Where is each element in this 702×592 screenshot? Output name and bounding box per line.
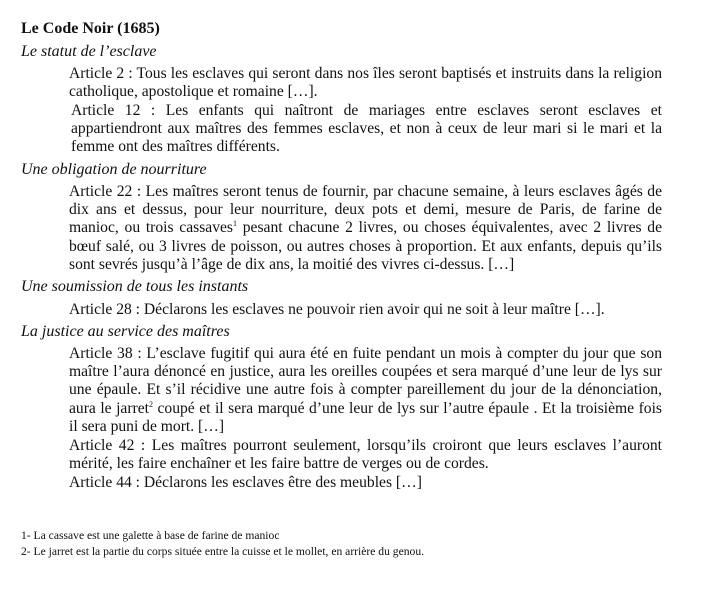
article-38-text-part1: Article 38 : L’esclave fugitif qui aura été en fuite pendant un mois à compter du jour que son maître l’aura dénoncé en justice, aura les oreilles coupées et sera marqué d’une leur de lys sur une épaule. Et s’il récidive une autre fois à compter pareillement du jour de la dénonciation, aura le jarret bbox=[69, 345, 662, 417]
footnote-1: 1- La cassave est une galette à base de farine de manioc bbox=[21, 529, 280, 542]
article-12: Article 12 : Les enfants qui naîtront de mariages entre esclaves seront esclaves et appartiendront aux maîtres des femmes esclaves, et non à ceux de leur mari si le mari et la femme ont des maîtres différents. bbox=[71, 102, 662, 156]
article-22-text-part2: pesant chacune 2 livres, ou choses équivalentes, avec 2 livres de bœuf salé, ou 3 livres de poisson, ou autres choses à proportion. Et aux enfants, depuis qu’ils sont sevrés jusqu’à l’âge de dix ans, la moitié des vivres ci-dessus. […] bbox=[69, 219, 663, 273]
article-22 bbox=[69, 183, 662, 274]
section-heading-justice: La justice au service des maîtres bbox=[21, 323, 230, 340]
article-38-text-part2: coupé et il sera marqué d’une leur de lys sur l’autre épaule . Et la troisième fois il sera puni de mort. […] bbox=[69, 399, 662, 435]
section-heading-statut: Le statut de l’esclave bbox=[21, 43, 157, 60]
article-28: Article 28 : Déclarons les esclaves ne pouvoir rien avoir qui ne soit à leur maître […]. bbox=[69, 301, 605, 318]
article-44: Article 44 : Déclarons les esclaves être des meubles […] bbox=[69, 474, 422, 491]
article-2: Article 2 : Tous les esclaves qui seront dans nos îles seront baptisés et instruits dans la religion catholique, apostolique et romaine […]. bbox=[69, 65, 662, 101]
section-heading-soumission: Une soumission de tous les instants bbox=[21, 278, 249, 295]
article-22-text-part1: Article 22 : Les maîtres seront tenus de fournir, par chacune semaine, à leurs esclaves âgés de dix ans et dessus, pour leur nourriture, deux pots et demi, mesure de Paris, de farine de manioc, ou trois cassaves bbox=[69, 183, 662, 237]
section-heading-nourriture: Une obligation de nourriture bbox=[21, 161, 207, 178]
document-title: Le Code Noir (1685) bbox=[21, 20, 160, 37]
footnote-2: 2- Le jarret est la partie du corps située entre la cuisse et le mollet, en arrière du genou. bbox=[21, 545, 425, 558]
article-42: Article 42 : Les maîtres pourront seulement, lorsqu’ils croiront que leurs esclaves l’auront mérité, les faire enchaîner et les faire battre de verges ou de cordes. bbox=[69, 437, 662, 473]
footnote-ref-1: 1 bbox=[233, 219, 237, 229]
footnote-ref-2: 2 bbox=[148, 399, 153, 409]
article-38 bbox=[69, 345, 662, 436]
